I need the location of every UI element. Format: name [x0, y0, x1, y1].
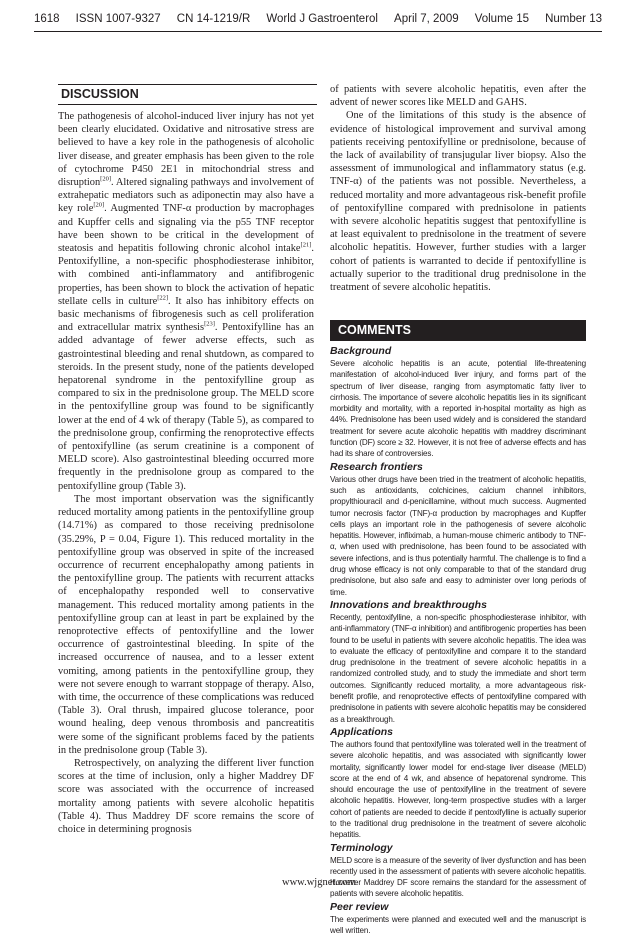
terminology-heading: Terminology: [330, 841, 393, 854]
research-frontiers-text: Various other drugs have been tried in the treatment of alcoholic hepatitis, such as antioxidants, colchicines, calcium channel inhibitors, propylthiouracil and d-penicillamine, without much success. Augmented tumor necrosis factor (TNF)-α production by macrophages and Kupffer cells plays an important role in the pathogenesis of severe alcoholic hepatitis. However, infliximab, a human-mouse chimeric antibody to TNF-α, when used with prednisolone, has been found to be associated with severe infections, and is thus potentially harmful. The challenge is to find a drug whose efficacy is not only comparable to that of the standard drug prednisolone, but also safe and easy to administer over long periods of time.: [330, 474, 586, 597]
discussion-body-left: [58, 110, 314, 836]
research-frontiers-heading: Research frontiers: [330, 460, 423, 473]
footer-url: www.wjgnet.com: [282, 877, 356, 888]
innovations-heading: Innovations and breakthroughs: [330, 598, 487, 611]
background-text: Severe alcoholic hepatitis is an acute, potential life-threatening manifestation of alcohol-induced liver injury, and forms part of the spectrum of liver disease, ranging from asymptomatic fatty liver to cirrhosis. The importance of severe alcoholic hepatitis lies in its significant morbidity and mortality, with a reported in-hospital mortality as high as 44%. Prednisolone has been used widely and is considered the standard treatment for severe acute alcoholic hepatitis with maddrey discriminant function (DF) score ≥ 32. However, it is not free of adverse effects and has had its share of controversies.: [330, 359, 586, 459]
discussion-body-right: [330, 83, 586, 294]
discussion-heading: DISCUSSION: [58, 84, 317, 105]
discussion-paragraph-1: The pathogenesis of alcohol-induced liver injury has not yet been clearly elucidated. Oxidative and nitrosative stress are believed to have a key role in the pathogenesis of alcoholic liver disease, and greater emphasis has been given to the role of cytochrome P450 2E1 in mitochondrial stress and disruption[20]. Altered signaling pathways and involvement of extrahepatic mediators such as adiponectin may also have a key role[20]. Augmented TNF-α production by macrophages and Kupffer cells and signaling via the p55 TNF receptor have been shown to be critical in the development of steatosis and hepatitis following chronic alcohol intake[21]. Pentoxifylline, a non-specific phosphodiesterase inhibitor, with combined anti-inflammatory and antifibrogenic properties, has been shown to block the activation of hepatic stellate cells in culture[22]. It also has inhibitory effects on basic mechanisms of fibrogenesis such as cell proliferation and extracellular matrix synthesis[23]. Pentoxifylline has an added advantage of fewer adverse effects, such as gastrointestinal bleeding and renal shutdown, as compared to steroids. In the present study, none of the patients developed hepatorenal syndrome in the pentoxifylline group as compared to six in the prednisolone group. The MELD score in the pentoxifylline group was found to be significantly lower at the end of 4 wk of therapy (Table 5), as compared to the prednisolone group, confirming the renoprotective effects of pentoxifylline (as serum creatinine is a component of MELD score). Also gastrointestinal bleeding occurred more frequently in the prednisolone group as compared to the pentoxifylline group (Table 3).: [58, 111, 314, 492]
header-rule: [34, 31, 602, 32]
issue-date: April 7, 2009: [394, 13, 459, 25]
discussion-paragraph-4: of patients with severe alcoholic hepatitis, even after the advent of newer scores like MELD and GAHS.: [330, 84, 586, 109]
peer-review-heading: Peer review: [330, 900, 389, 913]
right-column: [330, 83, 586, 313]
innovations-text: Recently, pentoxifylline, a non-specific phosphodiesterase inhibitor, with anti-inflammatory (TNF-α inhibition) and antifibrogenic properties has been found to be useful in patients with severe alcoholic hepatitis. The idea was to evaluate the efficacy of pentoxifylline and compare it to the standard drug prednisolone in the treatment of severe alcoholic hepatitis in a randomized controlled study, and to study the immediate and short term outcomes. Significantly reduced mortality, a more advantageous risk-benefit profile, and renoprotective effects of pentoxifylline compared with prednisolone in patients with severe alcoholic hepatitis may be considered as a breakthrough.: [330, 612, 586, 724]
volume: Volume 15: [474, 13, 530, 25]
running-header: [34, 9, 602, 29]
discussion-paragraph-5: One of the limitations of this study is the absence of evidence of histological improvement and survival among patients receiving pentoxifylline or prednisolone, because of the lack of availability of transjugular liver biopsy. Also the assessment of immunological and inflammatory status (e.g. TNF-α) of the patients was not possible. Nevertheless, a reduced mortality and more advantageous risk-benefit profile of pentoxifylline compared with prednisolone in patients with severe alcoholic hepatitis suggest that pentoxifylline is at least equivalent to prednisolone in the treatment of severe alcoholic hepatitis. However, further studies with a larger cohort of patients is warranted to decide if pentoxifylline is actually superior to the traditional drug prednisolone in the treatment of severe alcoholic hepatitis.: [330, 110, 586, 294]
peer-review-text: The experiments were planned and executed well and the manuscript is well written.: [330, 914, 586, 936]
cn-number: CN 14-1219/R: [176, 13, 251, 25]
discussion-paragraph-3: Retrospectively, on analyzing the different liver function scores at the time of inclusion, only a higher Maddrey DF score was associated with the occurrence of increased mortality among patients with severe alcoholic hepatitis (Table 4). Thus Maddrey DF score remains the score of choice in determining prognosis: [58, 757, 314, 835]
background-heading: Background: [330, 345, 392, 357]
left-column: [58, 110, 314, 865]
applications-heading: Applications: [330, 725, 394, 738]
comments-heading: COMMENTS: [330, 320, 586, 341]
page-number: 1618: [34, 13, 60, 25]
comments-section: [330, 345, 586, 937]
issn: ISSN 1007-9327: [75, 13, 161, 25]
journal-name: World J Gastroenterol: [266, 13, 378, 25]
issue-number: Number 13: [545, 13, 602, 25]
terminology-text: MELD score is a measure of the severity of liver dysfunction and has been recently used in the assessment of patients with severe alcoholic hepatitis. However Maddrey DF score remains the standard for the assessment of patients with severe alcoholic hepatitis.: [330, 855, 586, 899]
discussion-paragraph-2: The most important observation was the significantly reduced mortality among patients in the pentoxifylline group (14.71%) as compared to those receiving prednisolone (35.29%, P = 0.04, Figure 1). This reduced mortality in the pentoxifylline group was observed in spite of the increased occurrence of recurrent encephalopathy among patients in the pentoxifylline group. The patients with recurrent attacks of encephalopathy responded well to conservative management. This reduced mortality among patients in the pentoxifylline group can at least in part be explained by the renoprotective effects of pentoxifylline and the lower occurrence of gastrointestinal bleeding. In spite of the increased occurrence of nausea, and to a lesser extent vomiting, among patients in the pentoxifylline group, they were not severe enough to warrant stoppage of therapy. Also, with time, the occurrence of these complications was reduced (Table 3). Oral thrush, impaired glucose tolerance, poor wound healing, deep venous thrombosis and pancreatitis were some of the significant problems faced by the patients in the prednisolone group (Table 3).: [58, 493, 314, 756]
applications-text: The authors found that pentoxifylline was tolerated well in the treatment of severe alcoholic hepatitis, and was associated with significantly lower mortality, significantly lower model for end-stage liver disease (MELD) score at the end of 4 wk, and absence of hepatorenal syndrome. This should encourage the use of pentoxifylline in the treatment of severe alcoholic hepatitis. However, long-term prospective studies with a larger cohort of patients are needed to decide if pentoxifylline is actually superior to the traditional drug prednisolone in the treatment of severe alcoholic hepatitis.: [330, 739, 586, 840]
